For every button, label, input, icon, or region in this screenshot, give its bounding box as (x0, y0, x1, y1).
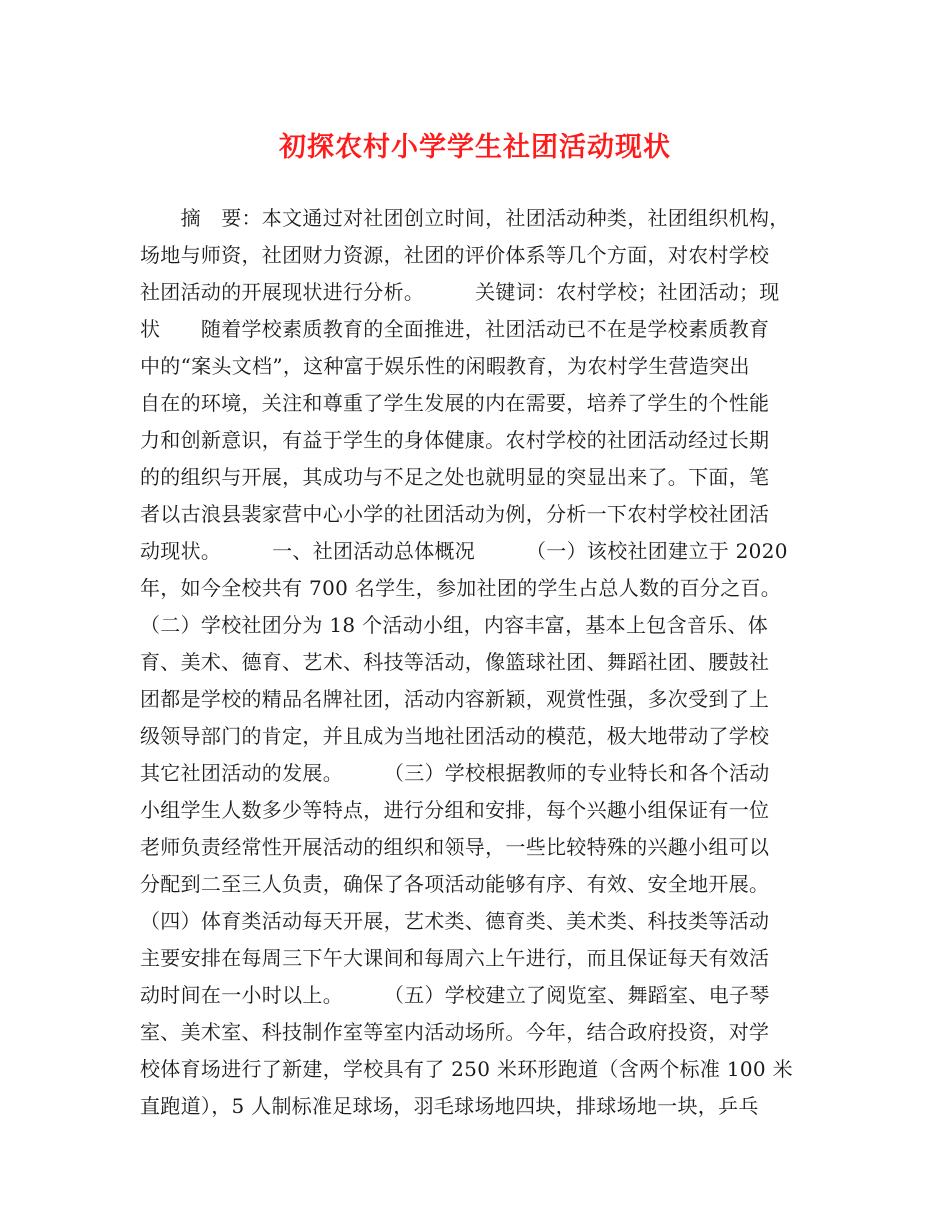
body-line: 的的组织与开展，其成功与不足之处也就明显的突显出来了。下面，笔 (140, 465, 770, 489)
body-line: 动现状。 一、社团活动总体概况 （一）该校社团建立于 2020 (140, 539, 788, 563)
body-line: 校体育场进行了新建，学校具有了 250 米环形跑道（含两个标准 100 米 (140, 1057, 793, 1081)
body-line: （四）体育类活动每天开展，艺术类、德育类、美术类、科技类等活动 (140, 909, 770, 933)
document-title: 初探农村小学学生社团活动现状 (279, 132, 671, 163)
body-line: 状 随着学校素质教育的全面推进，社团活动已不在是学校素质教育 (140, 317, 770, 341)
body-line: 者以古浪县裴家营中心小学的社团活动为例，分析一下农村学校社团活 (140, 502, 770, 526)
body-line: 室、美术室、科技制作室等室内活动场所。今年，结合政府投资，对学 (140, 1020, 770, 1044)
body-line: 分配到二至三人负责，确保了各项活动能够有序、有效、安全地开展。 (140, 872, 770, 896)
document-body (140, 200, 820, 1125)
body-line: 年，如今全校共有 700 名学生，参加社团的学生占总人数的百分之百。 (140, 576, 782, 600)
body-line: 中的“案头文档”，这种富于娱乐性的闲暇教育，为农村学生营造突出 (140, 354, 750, 378)
body-line: 小组学生人数多少等特点，进行分组和安排，每个兴趣小组保证有一位 (140, 798, 770, 822)
body-line: 摘 要：本文通过对社团创立时间，社团活动种类，社团组织机构， (140, 206, 790, 230)
body-line: 团都是学校的精品名牌社团，活动内容新颖，观赏性强，多次受到了上 (140, 687, 770, 711)
body-line: 级领导部门的肯定，并且成为当地社团活动的模范，极大地带动了学校 (140, 724, 770, 748)
body-line: 主要安排在每周三下午大课间和每周六上午进行，而且保证每天有效活 (140, 946, 770, 970)
body-line: 场地与师资，社团财力资源，社团的评价体系等几个方面，对农村学校 (140, 243, 770, 267)
body-line: 力和创新意识，有益于学生的身体健康。农村学校的社团活动经过长期 (140, 428, 770, 452)
body-line: 自在的环境，关注和尊重了学生发展的内在需要，培养了学生的个性能 (140, 391, 770, 415)
body-line: 动时间在一小时以上。 （五）学校建立了阅览室、舞蹈室、电子琴 (140, 983, 770, 1007)
body-line: 育、美术、德育、艺术、科技等活动，像篮球社团、舞蹈社团、腰鼓社 (140, 650, 770, 674)
body-line: 其它社团活动的发展。 （三）学校根据教师的专业特长和各个活动 (140, 761, 770, 785)
body-line: 老师负责经常性开展活动的组织和领导，一些比较特殊的兴趣小组可以 (140, 835, 770, 859)
body-line: 社团活动的开展现状进行分析。 关键词：农村学校；社团活动；现 (140, 280, 780, 304)
body-line: （二）学校社团分为 18 个活动小组，内容丰富，基本上包含音乐、体 (140, 613, 769, 637)
body-line: 直跑道），5 人制标准足球场，羽毛球场地四块，排球场地一块，乒乓 (140, 1094, 759, 1118)
